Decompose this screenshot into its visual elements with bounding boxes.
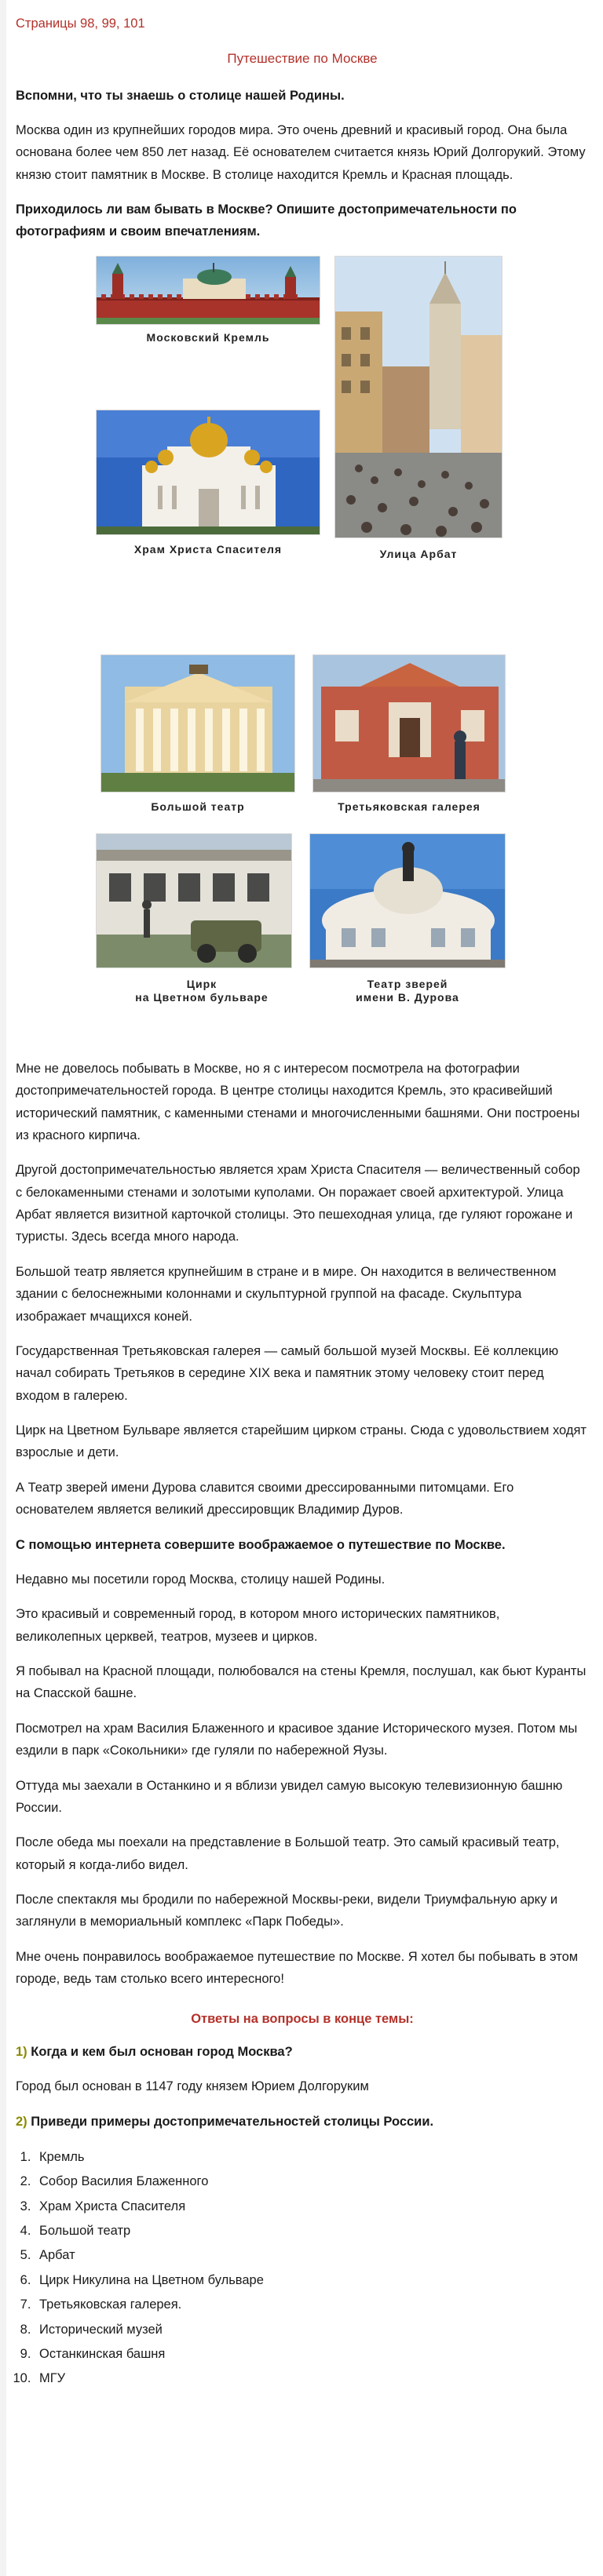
circus-caption [96, 978, 308, 1005]
kremlin-caption: Московский Кремль [146, 330, 270, 344]
answer-2-paragraph-3: Большой театр является крупнейшим в стране и в мире. Он находится в величественном здании с белоснежными колоннами и скульптурной группой на фасаде. Скульптура изображает мчащихся коней. [16, 1264, 557, 1324]
durov-caption-line2: имени В. Дурова [356, 991, 459, 1004]
answer-2-paragraph-5: Цирк на Цветном Бульваре является старейшим цирком страны. Сюда с удовольствием ходят взрослые и дети. [16, 1423, 587, 1460]
final-question-1 [16, 2041, 589, 2063]
list-item: 2. Собор Василия Блаженного [35, 2170, 589, 2194]
answers-heading: Ответы на вопросы в конце темы: [191, 2011, 414, 2026]
circus-caption-line2: на Цветном бульваре [135, 991, 269, 1004]
left-gutter [0, 0, 6, 2576]
final-question-2-text: Приведи примеры достопримечательностей столицы России. [31, 2114, 434, 2129]
answer-3-paragraph-1: Недавно мы посетили город Москва, столицу нашей Родины. [16, 1572, 386, 1587]
answer-3-paragraph-8: Мне очень понравилось воображаемое путешествие по Москве. Я хотел бы побывать в этом городе, ведь там столько всего интересного! [16, 1949, 579, 1987]
bolshoi-photo [100, 654, 295, 792]
final-answer-1: Город был основан в 1147 году князем Юрием Долгоруким [16, 2079, 369, 2094]
list-item: 8. Исторический музей [35, 2318, 589, 2342]
landmarks-list [35, 2145, 589, 2391]
list-item: 10. МГУ [35, 2366, 589, 2391]
tretyakov-photo [312, 654, 506, 792]
cathedral-caption: Храм Христа Спасителя [133, 542, 283, 556]
pages-reference: Страницы 98, 99, 101 [16, 16, 145, 31]
final-question-1-number: 1) [16, 2044, 27, 2059]
list-item: 1. Кремль [35, 2145, 589, 2170]
list-item: 4. Большой театр [35, 2219, 589, 2243]
cathedral-photo [96, 410, 320, 535]
durov-caption-line1: Театр зверей [367, 977, 448, 990]
durov-caption [309, 978, 506, 1005]
bolshoi-caption: Большой театр [151, 800, 245, 813]
list-item: 7. Третьяковская галерея. [35, 2293, 589, 2317]
answer-2-paragraph-6: А Театр зверей имени Дурова славится своими дрессированными питомцами. Его основателем является великий дрессировщик Владимир Дуров. [16, 1480, 514, 1518]
question-2: Приходилось ли вам бывать в Москве? Опишите достопримечательности по фотографиям и своим впечатлениям. [16, 202, 517, 239]
question-1: Вспомни, что ты знаешь о столице нашей Родины. [16, 88, 345, 103]
arbat-caption: Улица Арбат [379, 547, 458, 560]
answer-2-paragraph-1: Мне не довелось побывать в Москве, но я с интересом посмотрела на фотографии достопримечательностей города. В центре столицы находится Кремль, это красивейший исторический памятник, с каменными стенами и многочисленными башнями. Они построены из красного кирпича. [16, 1061, 580, 1142]
answer-3-paragraph-2: Это красивый и современный город, в котором много исторических памятников, великолепных церквей, театров, музеев и цирков. [16, 1607, 500, 1644]
answer-3-paragraph-5: Оттуда мы заехали в Останкино и я вблизи увидел самую высокую телевизионную башню России. [16, 1778, 563, 1815]
answer-3-paragraph-6: После обеда мы поехали на представление в Большой театр. Это самый красивый театр, который я когда-либо видел. [16, 1835, 560, 1872]
final-question-2 [16, 2111, 589, 2133]
list-item: 6. Цирк Никулина на Цветном бульваре [35, 2268, 589, 2293]
final-question-2-number: 2) [16, 2114, 27, 2129]
answer-3-paragraph-3: Я побывал на Красной площади, полюбовался на стены Кремля, послушал, как бьют Куранты на Спасской башне. [16, 1664, 587, 1701]
list-item: 3. Храм Христа Спасителя [35, 2195, 589, 2219]
page-title: Путешествие по Москве [227, 51, 378, 67]
final-question-1-text: Когда и кем был основан город Москва? [31, 2044, 293, 2059]
answer-1: Москва один из крупнейших городов мира. Это очень древний и красивый город. Она была основана более чем 850 лет назад. Её основателем считается князь Юрий Долгорукий. Этому князю стоит памятник в Москве. В столице находится Кремль и Красная площадь. [16, 122, 586, 182]
answer-2-paragraph-4: Государственная Третьяковская галерея — самый большой музей Москвы. Её коллекцию начал собирать Третьяков в середине XIX века и памятник этому человеку стоит перед входом в галерею. [16, 1343, 559, 1403]
circus-caption-line1: Цирк [186, 977, 217, 990]
photo-collage [16, 256, 589, 1040]
list-item: 5. Арбат [35, 2243, 589, 2268]
tretyakov-caption: Третьяковская галерея [338, 800, 481, 813]
answer-3-paragraph-4: Посмотрел на храм Василия Блаженного и красивое здание Исторического музея. Потом мы ездили в парк «Сокольники» где гуляли по набережной Яузы. [16, 1721, 578, 1758]
circus-photo [96, 833, 292, 968]
answer-2-paragraph-2: Другой достопримечательностью является храм Христа Спасителя — величественный собор с белокаменными стенами и золотыми куполами. Он поражает своей архитектурой. Улица Арбат является визитной карточкой столицы. Это пешеходная улица, где гуляют горожане и туристы. Здесь всегда много народа. [16, 1163, 580, 1244]
kremlin-photo [96, 256, 320, 325]
answer-3-paragraph-7: После спектакля мы бродили по набережной Москвы-реки, видели Триумфальную арку и заглянули в мемориальный комплекс «Парк Победы». [16, 1893, 558, 1929]
arbat-photo [334, 256, 502, 538]
article [16, 13, 589, 2399]
list-item: 9. Останкинская башня [35, 2342, 589, 2366]
durov-theatre-photo [309, 833, 506, 968]
question-3: С помощью интернета совершите воображаемое о путешествие по Москве. [16, 1537, 506, 1552]
